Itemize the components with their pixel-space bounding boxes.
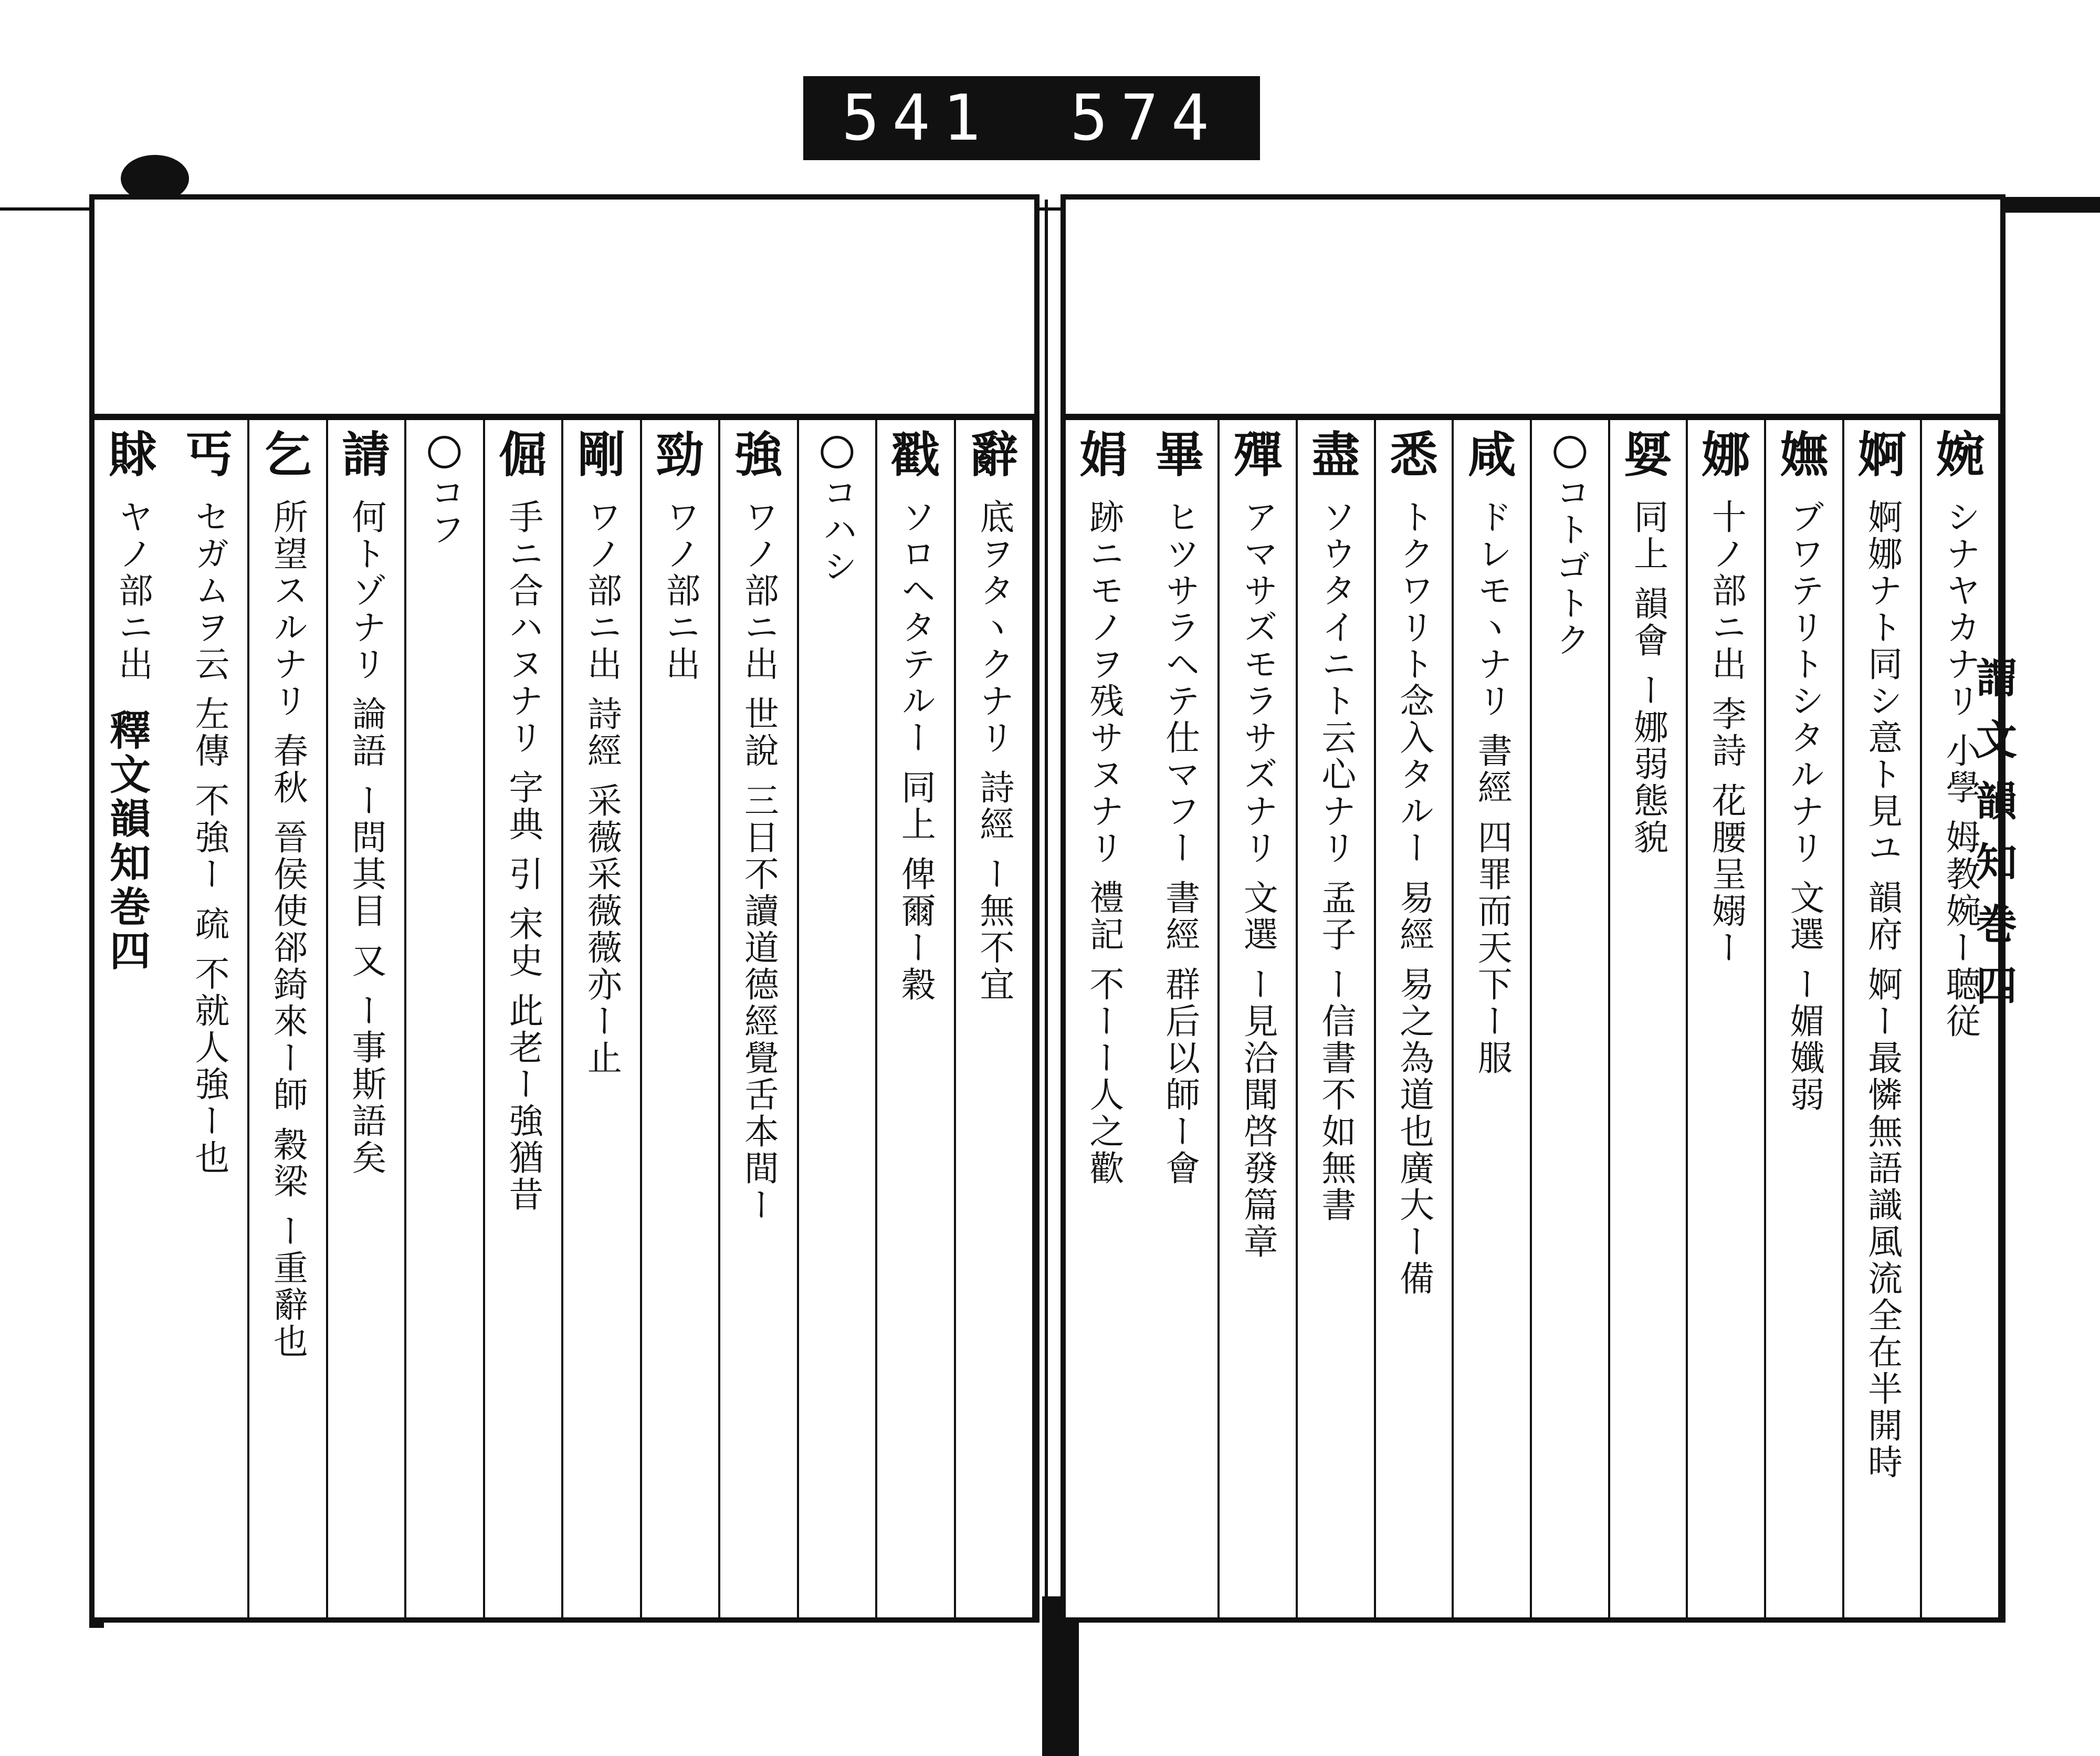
headword: 剛 xyxy=(577,426,626,483)
column xyxy=(1142,420,1220,1617)
section-heading: コハシ xyxy=(819,436,855,585)
headword: 娿 xyxy=(1623,426,1672,483)
section-heading: コフ xyxy=(426,436,463,548)
spine-line xyxy=(1045,200,1048,1617)
column xyxy=(1220,420,1298,1617)
right-margin-title: 謂 文 韻 知 巻 四 xyxy=(1969,656,2017,1008)
entry-text: 底ヲタヽクナリ 詩經 ー無不宜 xyxy=(973,499,1014,1003)
entry-text: 婀娜ナト同シ意ト見ユ 韻府 婀ー最憐無語識風流全在半開時 xyxy=(1862,499,1903,1481)
frame-number-label xyxy=(803,76,1260,160)
column xyxy=(1454,420,1532,1617)
entry-text: ワノ部ニ出 詩經 采薇采薇薇亦ー止 xyxy=(581,499,622,1076)
headword: 娜 xyxy=(1702,426,1750,483)
column xyxy=(877,420,956,1617)
headword: 婀 xyxy=(1857,426,1906,483)
entry-text: ワノ部ニ出 xyxy=(659,499,700,683)
right-page xyxy=(1060,194,2006,1623)
entry-text: 手ニ合ハヌナリ 字典 引 宋史 此老ー強猶昔 xyxy=(502,499,543,1213)
headword: 娟 xyxy=(1079,426,1128,483)
headword: 畢 xyxy=(1155,426,1204,483)
headword: 乞 xyxy=(263,426,312,483)
entry-text: トクワリト念入タルー 易經 易之為道也廣大ー備 xyxy=(1393,499,1434,1297)
column xyxy=(956,420,1035,1617)
column xyxy=(1844,420,1923,1617)
column xyxy=(249,420,328,1617)
left-margin-title: 釋文韻知巻四 xyxy=(103,709,151,974)
entry-text: 同上 韻會 ー娜弱態貌 xyxy=(1628,499,1668,856)
headword: 倔 xyxy=(499,426,548,483)
section-column xyxy=(1532,420,1610,1617)
headword: 殫 xyxy=(1233,426,1282,483)
entry-text: 所望スルナリ 春秋 晉侯使郤錡來ー師 穀梁 ー重辭也 xyxy=(267,499,308,1360)
section-column xyxy=(406,420,485,1617)
column xyxy=(1766,420,1844,1617)
headword: 勁 xyxy=(656,426,705,483)
left-page-columns xyxy=(94,420,1034,1617)
headword: 請 xyxy=(342,426,391,483)
headword: 賕 xyxy=(108,426,157,483)
entry-text: アマサズモラサズナリ 文選 ー見洽聞啓發篇章 xyxy=(1237,499,1278,1260)
headword: 盡 xyxy=(1311,426,1360,483)
entry-text: ドレモヽナリ 書經 四罪而天下ー服 xyxy=(1472,499,1513,1076)
column xyxy=(720,420,799,1617)
section-column xyxy=(799,420,878,1617)
headword: 強 xyxy=(734,426,783,483)
column xyxy=(328,420,407,1617)
column xyxy=(94,420,171,1617)
right-page-columns xyxy=(1066,420,2000,1617)
frame-number-left: 541 xyxy=(842,81,993,155)
right-page-top-margin xyxy=(1066,200,2000,420)
column xyxy=(1376,420,1454,1617)
headword: 咸 xyxy=(1467,426,1516,483)
section-heading: コトゴトク xyxy=(1552,436,1588,659)
entry-text: 跡ニモノヲ残サヌナリ 禮記 不ーー人之歡 xyxy=(1083,499,1124,1187)
column xyxy=(485,420,564,1617)
entry-text: ヤノ部ニ出 xyxy=(112,499,153,683)
column xyxy=(563,420,642,1617)
headword: 嫵 xyxy=(1780,426,1829,483)
circle-mark-icon xyxy=(821,436,853,468)
column xyxy=(171,420,250,1617)
headword: 婉 xyxy=(1936,426,1984,483)
column xyxy=(1688,420,1766,1617)
frame-number-right: 574 xyxy=(1070,81,1222,155)
left-page-top-margin xyxy=(94,200,1034,420)
entry-text: 十ノ部ニ出 李詩 花腰呈嫋ー xyxy=(1706,499,1747,966)
column xyxy=(1610,420,1688,1617)
column xyxy=(1066,420,1142,1617)
entry-text: セガムヲ云 左傳 不強ー 疏 不就人強ー也 xyxy=(188,499,229,1176)
headword: 辭 xyxy=(970,426,1018,483)
left-page xyxy=(89,194,1040,1623)
entry-text: ソロヘタテルー 同上 俾爾ー穀 xyxy=(895,499,936,1003)
entry-text: ワノ部ニ出 世說 三日不讀道德經覺舌本間ー xyxy=(738,499,779,1224)
column xyxy=(1922,420,2000,1617)
column xyxy=(642,420,721,1617)
circle-mark-icon xyxy=(1553,436,1586,468)
entry-text: 何トゾナリ 論語 ー問其目 又 ー事斯語矣 xyxy=(345,499,386,1176)
headword: 丐 xyxy=(185,426,234,483)
entry-text: ブワテリトシタルナリ 文選 ー媚孅弱 xyxy=(1783,499,1824,1113)
entry-text: ソウタイニト云心ナリ 孟子 ー信書不如無書 xyxy=(1315,499,1356,1224)
headword: 悉 xyxy=(1389,426,1438,483)
column xyxy=(1298,420,1376,1617)
entry-text: シナヤカナリ 小學 姆教婉ー聴従 xyxy=(1940,499,1981,1040)
headword: 戳 xyxy=(891,426,940,483)
circle-mark-icon xyxy=(428,436,460,468)
entry-text: ヒツサラヘテ仕マフー 書經 群后以師ー會 xyxy=(1159,499,1200,1187)
